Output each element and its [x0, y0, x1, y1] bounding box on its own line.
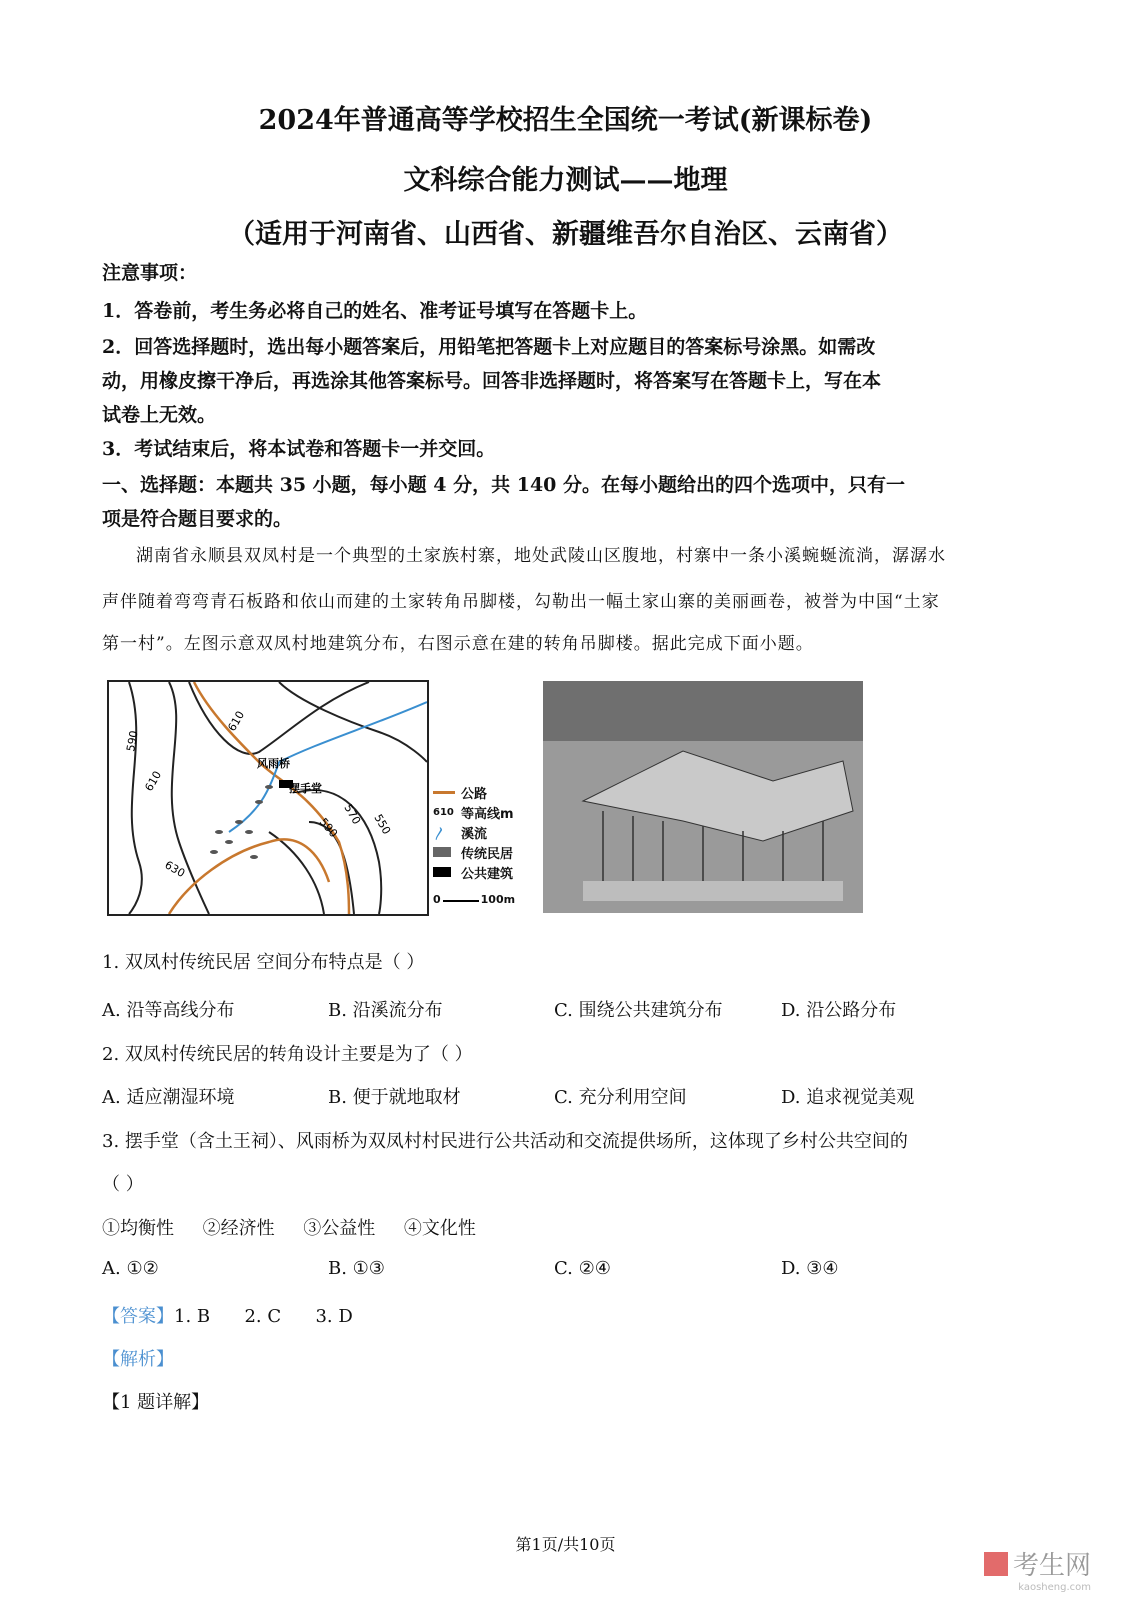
passage-line-2: 声伴随着弯弯青石板路和依山而建的土家转角吊脚楼，勾勒出一幅土家山寨的美丽画卷，被誉为中国“土家	[102, 592, 940, 612]
legend-stream: 溪流	[461, 826, 488, 842]
exam-subtitle: 文科综合能力测试——地理	[403, 165, 728, 196]
legend-contour-value: 610	[433, 806, 454, 818]
watermark-text: 考生网	[1012, 1551, 1091, 1581]
scale-zero: 0	[433, 893, 441, 906]
village-map	[107, 680, 429, 916]
answer-label: 【答案】	[102, 1306, 174, 1327]
question-2: 2. 双凤村传统民居的转角设计主要是为了（ ）	[102, 1044, 473, 1065]
contour-label: 610	[142, 768, 165, 794]
scale-bar	[443, 900, 479, 902]
watermark-url: kaosheng.com	[1018, 1582, 1091, 1593]
exam-title: 2024年普通高等学校招生全国统一考试(新课标卷)	[258, 105, 873, 136]
house-marker	[210, 850, 218, 854]
notice-item-1: 1．答卷前，考生务必将自己的姓名、准考证号填写在答题卡上。	[102, 300, 648, 322]
exam-region-note: （适用于河南省、山西省、新疆维吾尔自治区、云南省）	[228, 219, 903, 250]
q3-option-d[interactable]: D. ③④	[781, 1258, 839, 1279]
house-marker	[235, 820, 243, 824]
page-number: 第1页/共10页	[515, 1535, 616, 1554]
q2-option-d[interactable]: D. 追求视觉美观	[781, 1087, 915, 1108]
q2-option-b[interactable]: B. 便于就地取材	[328, 1087, 461, 1108]
stream-line	[279, 702, 427, 762]
contour-label: 590	[124, 729, 141, 753]
contour-line	[269, 832, 324, 914]
house-marker	[250, 855, 258, 859]
legend-public: 公共建筑	[461, 866, 514, 882]
stilt-house-drawing	[543, 681, 863, 913]
q1-option-b[interactable]: B. 沿溪流分布	[328, 1000, 443, 1021]
notice-item-2b: 动，用橡皮擦干净后，再选涂其他答案标号。回答非选择题时，将答案写在答题卡上，写在本	[102, 370, 882, 392]
question-1: 1. 双凤村传统民居 空间分布特点是（ ）	[102, 952, 425, 973]
q2-option-a[interactable]: A. 适应潮湿环境	[102, 1087, 235, 1108]
bridge-label: 风雨桥	[257, 757, 290, 770]
contour-line	[169, 682, 209, 914]
contour-line	[129, 682, 142, 914]
analysis-label: 【解析】	[102, 1349, 174, 1370]
scale-distance: 100m	[480, 893, 516, 906]
question-3-paren: （ ）	[102, 1174, 144, 1195]
notice-heading: 注意事项：	[102, 262, 198, 284]
house-marker	[215, 830, 223, 834]
watermark-icon	[984, 1552, 1008, 1576]
public-legend-swatch	[433, 867, 451, 877]
road-legend-swatch	[433, 791, 455, 794]
legend-houses: 传统民居	[461, 846, 514, 862]
q1-option-a[interactable]: A. 沿等高线分布	[102, 1000, 235, 1021]
question-3: 3. 摆手堂（含土王祠）、风雨桥为双凤村村民进行公共活动和交流提供场所，这体现了乡村公共空间的	[102, 1131, 908, 1152]
notice-item-2a: 2．回答选择题时，选出每小题答案后，用铅笔把答题卡上对应题目的答案标号涂黑。如需改	[102, 336, 876, 358]
q3-option-a[interactable]: A. ①②	[102, 1258, 159, 1279]
house-marker	[255, 800, 263, 804]
q1-option-c[interactable]: C. 围绕公共建筑分布	[554, 1000, 723, 1021]
q3-option-c[interactable]: C. ②④	[554, 1258, 611, 1279]
legend-road: 公路	[461, 786, 488, 802]
house-legend-swatch	[433, 847, 451, 857]
stilt-house-photo	[543, 681, 863, 913]
q1-option-d[interactable]: D. 沿公路分布	[781, 1000, 897, 1021]
contour-map-drawing	[109, 682, 427, 914]
hall-label: 摆手堂	[289, 782, 322, 795]
passage-line-3: 第一村”。左图示意双凤村地建筑分布，右图示意在建的转角吊脚楼。据此完成下面小题。	[102, 634, 814, 654]
house-marker	[265, 785, 273, 789]
question-3-items: ①均衡性 ②经济性 ③公益性 ④文化性	[102, 1218, 476, 1239]
contour-label: 570	[341, 802, 364, 827]
section-heading-b: 项是符合题目要求的。	[102, 508, 293, 530]
contour-label: 610	[225, 708, 248, 734]
notice-item-3: 3．考试结束后，将本试卷和答题卡一并交回。	[102, 438, 496, 460]
watermark-logo	[984, 1545, 1091, 1593]
stream-legend-icon: 〳	[433, 826, 447, 842]
answer-values: 1. B 2. C 3. D	[174, 1306, 353, 1327]
notice-item-2c: 试卷上无效。	[102, 404, 217, 426]
contour-label: 590	[316, 815, 341, 841]
contour-label: 550	[371, 812, 394, 837]
legend-contour: 等高线m	[461, 806, 514, 822]
q3-option-b[interactable]: B. ①③	[328, 1258, 385, 1279]
contour-label: 630	[162, 858, 188, 881]
road-line	[194, 682, 349, 914]
detail-1-label: 【1 题详解】	[102, 1392, 210, 1413]
passage-line-1: 湖南省永顺县双凤村是一个典型的土家族村寨，地处武陵山区腹地，村寨中一条小溪蜿蜒流淌，潺潺水	[136, 546, 946, 566]
q2-option-c[interactable]: C. 充分利用空间	[554, 1087, 687, 1108]
section-heading-a: 一、选择题：本题共 35 小题，每小题 4 分，共 140 分。在每小题给出的四个选项中，只有一	[102, 474, 906, 496]
answer-line	[102, 1302, 353, 1328]
house-marker	[245, 830, 253, 834]
map-legend	[433, 782, 515, 906]
house-marker	[225, 840, 233, 844]
